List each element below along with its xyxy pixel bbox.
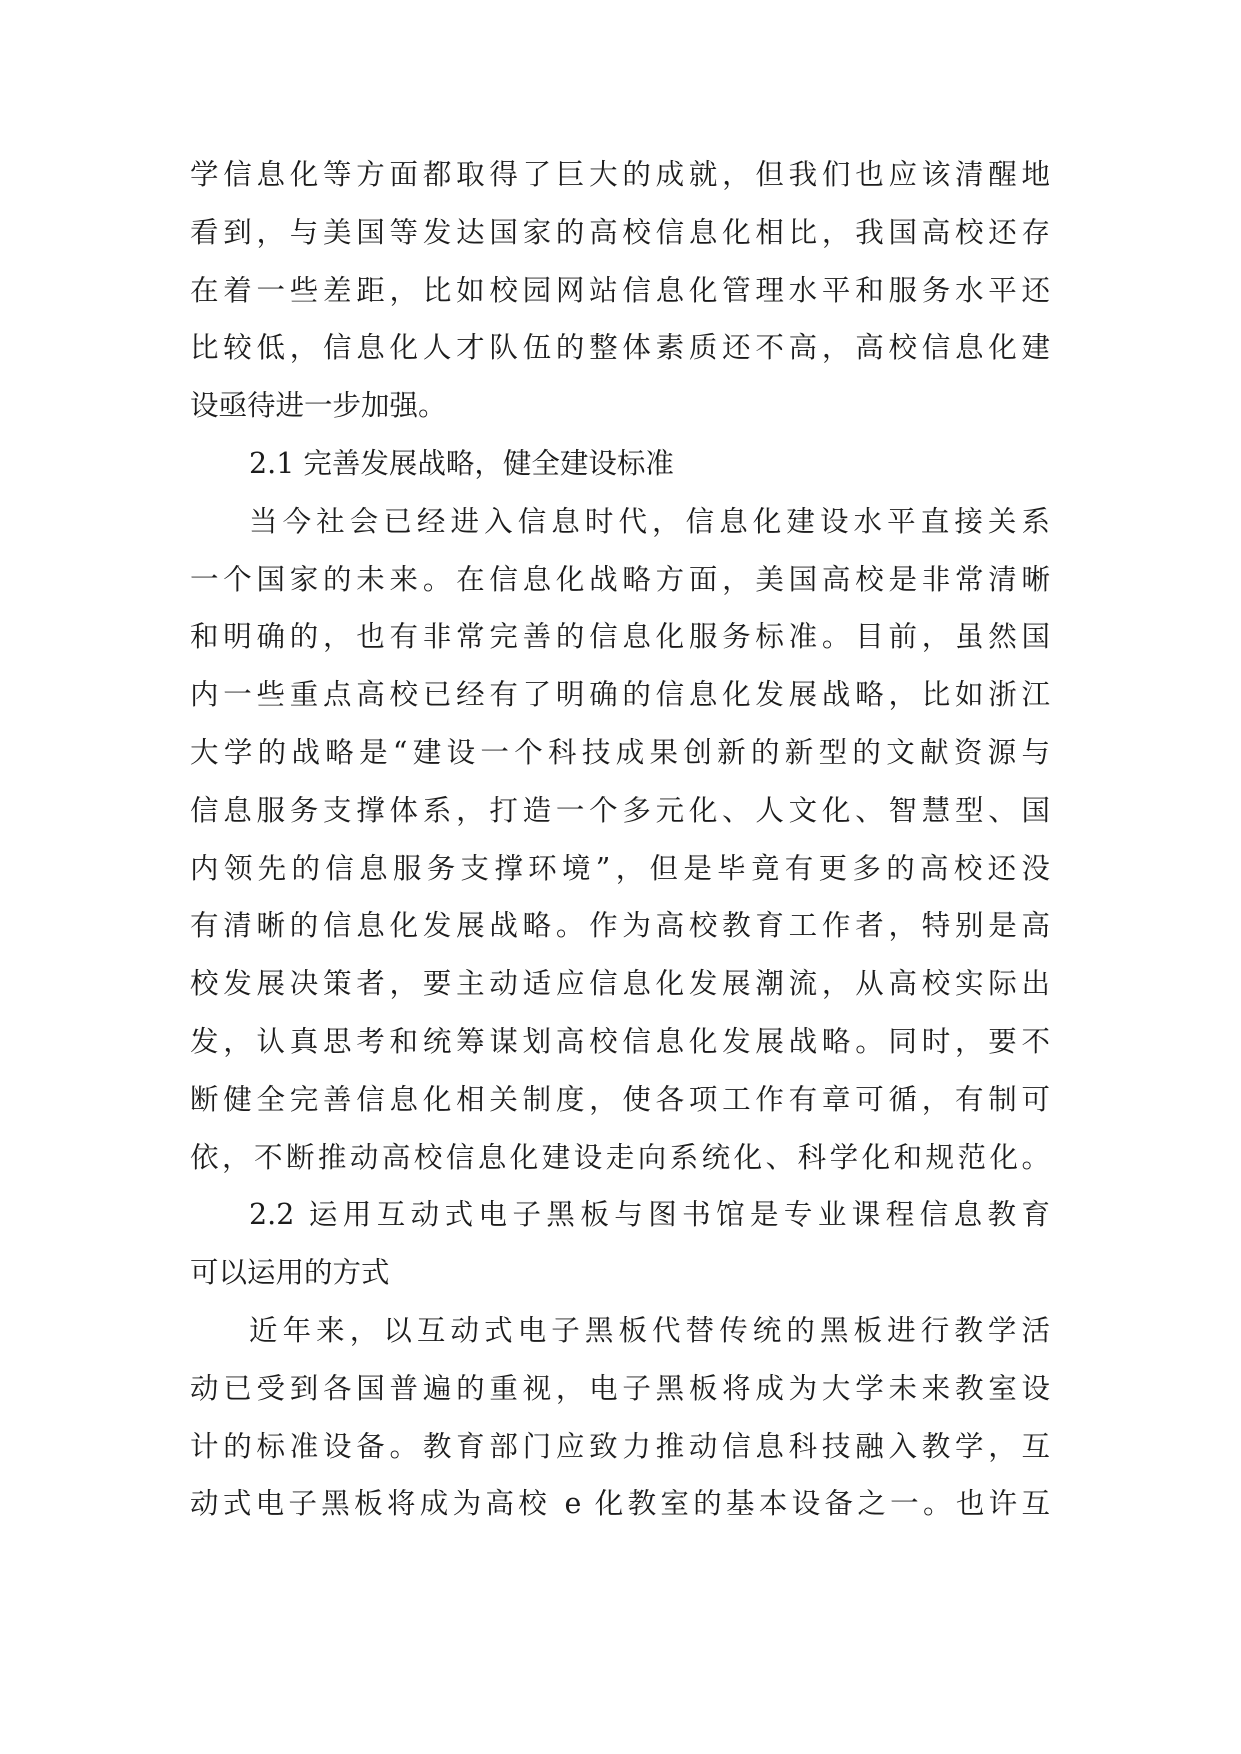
section-heading-2-1: 2.1 完善发展战略，健全建设标准 xyxy=(249,446,674,480)
text-line: 当今社会已经进入信息时代，信息化建设水平直接关系 xyxy=(249,504,1050,538)
text-line: 近年来，以互动式电子黑板代替传统的黑板进行教学活 xyxy=(249,1313,1050,1347)
text-line: 计的标准设备。教育部门应致力推动信息科技融入教学，互 xyxy=(190,1429,1050,1463)
heading-line: 2.2 运用互动式电子黑板与图书馆是专业课程信息教育 xyxy=(249,1198,1050,1232)
heading-line: 可以运用的方式 xyxy=(190,1256,390,1290)
text-line: 校发展决策者，要主动适应信息化发展潮流，从高校实际出 xyxy=(190,967,1050,1001)
paragraph-2-2 xyxy=(190,1302,1050,1533)
text-line: 一个国家的未来。在信息化战略方面，美国高校是非常清晰 xyxy=(190,562,1050,596)
text-line: 大学的战略是“建设一个科技成果创新的新型的文献资源与 xyxy=(190,735,1050,769)
text-line: 内一些重点高校已经有了明确的信息化发展战略，比如浙江 xyxy=(190,678,1050,712)
text-line: 发，认真思考和统筹谋划高校信息化发展战略。同时，要不 xyxy=(190,1024,1050,1058)
text-line: 动式电子黑板将成为高校 e 化教室的基本设备之一。也许互 xyxy=(190,1487,1050,1521)
text-line: 断健全完善信息化相关制度，使各项工作有章可循，有制可 xyxy=(190,1082,1050,1116)
paragraph-2-1 xyxy=(190,493,1050,1187)
text-line: 设亟待进一步加强。 xyxy=(190,389,447,423)
text-line: 学信息化等方面都取得了巨大的成就，但我们也应该清醒地 xyxy=(190,158,1050,191)
document-page xyxy=(190,146,1050,1533)
text-line: 有清晰的信息化发展战略。作为高校教育工作者，特别是高 xyxy=(190,909,1050,943)
text-line: 内领先的信息服务支撑环境”，但是毕竟有更多的高校还没 xyxy=(190,851,1050,885)
section-heading-2-2 xyxy=(190,1186,1050,1302)
text-line: 依，不断推动高校信息化建设走向系统化、科学化和规范化。 xyxy=(190,1140,1050,1174)
text-line: 看到，与美国等发达国家的高校信息化相比，我国高校还存 xyxy=(190,215,1050,249)
text-line: 信息服务支撑体系，打造一个多元化、人文化、智慧型、国 xyxy=(190,793,1050,827)
text-line: 在着一些差距，比如校园网站信息化管理水平和服务水平还 xyxy=(190,273,1050,307)
text-line: 比较低，信息化人才队伍的整体素质还不高，高校信息化建 xyxy=(190,331,1050,365)
text-line: 和明确的，也有非常完善的信息化服务标准。目前，虽然国 xyxy=(190,620,1050,654)
continuation-paragraph xyxy=(190,146,1050,435)
text-line: 动已受到各国普遍的重视，电子黑板将成为大学未来教室设 xyxy=(190,1371,1050,1405)
